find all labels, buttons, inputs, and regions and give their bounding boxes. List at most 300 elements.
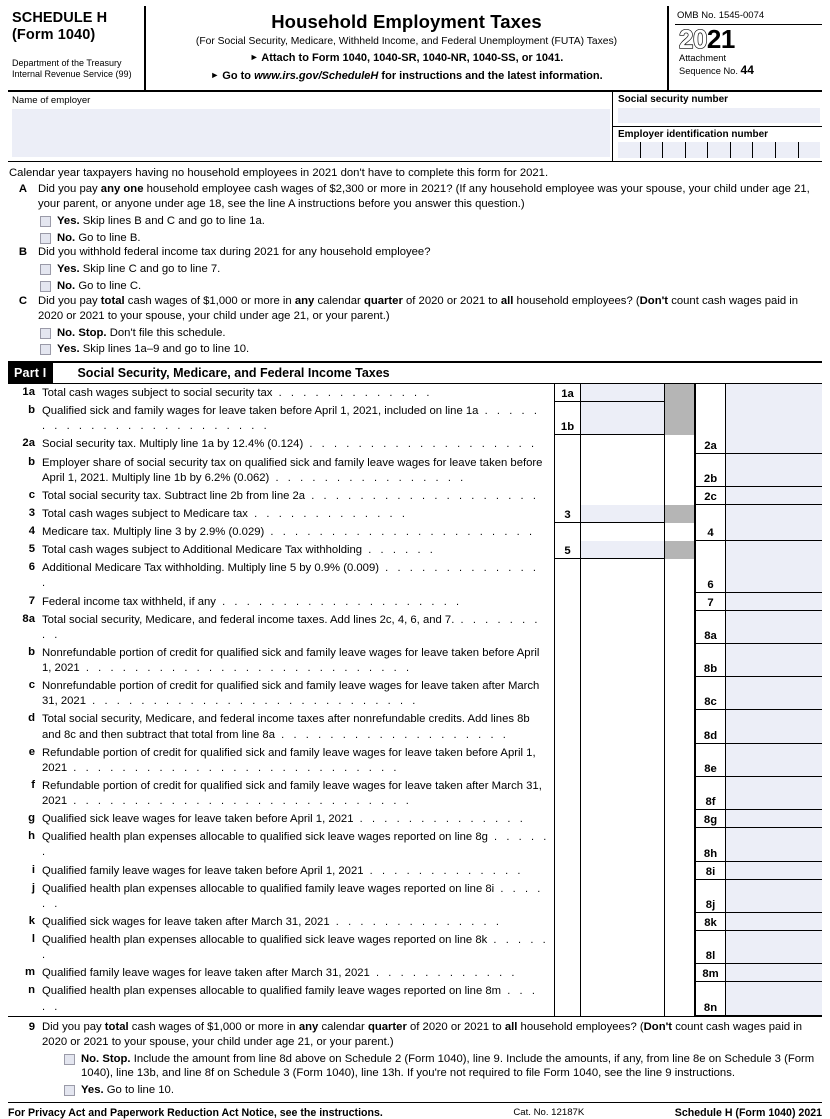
checkbox[interactable] [40,281,51,292]
line-number-label: 3 [28,506,35,519]
leader-dots: . . . . . . . . . . . . . . . . . . . . . . . . . . . [67,761,400,774]
amount-cell-input[interactable] [726,828,822,860]
amount-cell-number: 8l [695,931,726,963]
amount-cell-8l[interactable] [695,931,822,964]
goto-suffix: for instructions and the latest information. [378,70,603,82]
shaded-block [664,435,695,453]
form-line-8g [8,810,822,828]
amount-cell-number: 8m [695,964,726,981]
emphasis-text: any [298,1020,319,1033]
choice-label [57,279,141,294]
leader-dots: . . . . . . . . . . . . . . . . . . . . . . . . . . . [85,695,419,708]
ein-digit-cell[interactable] [731,142,754,158]
tax-year [679,26,735,52]
shaded-block [664,523,695,541]
spacer-fill [581,593,664,611]
spacer-number [555,744,581,777]
amount-cell-7[interactable] [695,593,822,611]
question-body [38,182,822,212]
form-line-8a [8,611,822,644]
choice-row[interactable] [8,279,822,294]
amount-cell-input[interactable] [726,710,822,742]
shaded-block [664,384,695,402]
amount-cell-number: 8k [695,913,726,930]
amount-cell-8k[interactable] [695,913,822,931]
line-description [42,744,554,777]
amount-cell-input[interactable] [726,677,822,709]
amount-cell-input[interactable] [726,862,822,879]
body-text: household employee cash wages of $2,300 or more in 2021? (If any household employee was your spouse, your child under age 21, your parent, or anyone under age 18, see the line A instructions before you answer this question.) [38,183,810,211]
choice-keyword: No. [57,280,76,293]
spacer-fill [581,777,664,810]
amount-cell-[interactable] [695,541,822,559]
ein-digit-cell[interactable] [618,142,641,158]
entry-cell-number: 1b [555,402,581,434]
line-number-label: b [28,455,35,468]
line-description-text: Nonrefundable portion of credit for qualified sick and family leave wages for leave taken after March 31, 2021 [42,680,540,708]
choice-description: Go to line B. [75,231,141,244]
amount-cell-number [695,505,726,523]
question-body [38,245,822,260]
leader-dots: . . . . . . . . . . . . . . [42,562,540,590]
amount-cell-input[interactable] [726,402,822,435]
goto-prefix: Go to [222,70,255,82]
amount-cell-input[interactable] [726,744,822,776]
emphasis-text: total [100,294,125,307]
line-description-text: Nonrefundable portion of credit for qualified sick and family leave wages for leave taken before April 1, 2021 [42,646,540,675]
body-text: of 2020 or 2021 to [406,1020,505,1033]
line-number-label: j [31,881,35,894]
amount-cell-8i[interactable] [695,862,822,880]
ein-digit-cell[interactable] [753,142,776,158]
line-description [42,810,554,828]
spacer-number [555,644,581,677]
line-number-label: e [28,745,35,758]
amount-cell-[interactable] [695,384,822,402]
line-description [42,487,554,505]
line-description-text: Total cash wages subject to Medicare tax [42,507,248,520]
leader-dots: . . . . . [42,985,539,1013]
amount-cell-input[interactable] [726,541,822,559]
ssn-field[interactable] [613,92,822,127]
form-line-8k [8,913,822,931]
choice-row[interactable] [8,326,822,341]
checkbox[interactable] [64,1085,75,1096]
entry-cell-spacer [554,982,664,1015]
line-description-text: Qualified sick leave wages for leave taken before April 1, 2021 [42,813,354,826]
form-line-8l [8,931,822,964]
entry-cell-spacer [554,828,664,861]
line-description-text: Additional Medicare Tax withholding. Multiply line 5 by 0.9% (0.009) [42,562,379,575]
line-number-label: c [28,679,35,692]
choice-row[interactable] [8,214,822,229]
spacer-fill [581,677,664,710]
spacer-number [555,880,581,913]
spacer-number [555,559,581,592]
entry-cell-spacer [554,593,664,611]
amount-cell-8g[interactable] [695,810,822,828]
calendar-year-note: Calendar year taxpayers having no household employees in 2021 don't have to complete this form for 2021. [9,167,549,179]
form-line-8e [8,744,822,777]
emphasis-text: any [294,294,315,307]
shaded-block [664,541,695,559]
line-number-label: b [28,404,35,417]
amount-cell-6[interactable] [695,559,822,592]
choice-row[interactable] [8,262,822,277]
ssn-input[interactable] [618,108,820,123]
leader-dots: . . . . . . . . . . . . . . . . . . . . . . . . . . . [79,662,413,675]
amount-cell-number: 8g [695,810,726,827]
entry-cell-5[interactable] [554,541,664,559]
body-text: of 2020 or 2021 to [402,294,501,307]
form-line-2c [8,487,822,505]
ein-digit-cell[interactable] [663,142,686,158]
amount-cell-input[interactable] [726,964,822,981]
ein-digit-cell[interactable] [641,142,664,158]
body-text: Did you pay [38,294,101,307]
amount-cell-number: 8f [695,777,726,809]
amount-cell-input[interactable] [726,931,822,963]
form-line-6 [8,559,822,592]
entry-cell-1a[interactable] [554,384,664,402]
question-letter: A [18,183,28,195]
shaded-block [664,402,695,435]
checkbox[interactable] [40,216,51,227]
department-line2: Internal Revenue Service (99) [12,68,132,79]
part1-lines-table [8,384,822,1017]
amount-cell-8j[interactable] [695,880,822,913]
form-line-8b [8,644,822,677]
line-description [42,931,554,964]
entry-cell-spacer [554,880,664,913]
line-description [42,384,554,402]
amount-cell-[interactable] [695,505,822,523]
right-arrow-icon: ► [249,52,259,62]
line-description-text: Federal income tax withheld, if any [42,595,216,608]
form-line-5 [8,541,822,559]
body-text: cash wages of $1,000 or more in [128,1020,299,1033]
amount-cell-number: 7 [695,593,726,610]
amount-cell-input[interactable] [726,913,822,930]
emphasis-text: total [104,1020,129,1033]
emphasis-text: all [504,1020,518,1033]
leader-dots: . . . . . . . . . . . . . . . . . . . [303,438,538,451]
amount-cell-input[interactable] [726,559,822,591]
entry-cell-spacer [554,644,664,677]
body-text: count cash wages paid in 2020 or 2021 to your spouse, your child under age 21, or your parent.) [38,294,799,322]
entry-cell-spacer [554,810,664,828]
choice-keyword: Yes. [57,263,80,276]
line-description-text: Medicare tax. Multiply line 3 by 2.9% (0.029) [42,526,265,539]
line-description [42,523,554,541]
question-letter: B [18,246,28,259]
shaded-block [664,744,695,777]
spacer-number [555,931,581,964]
entry-cell-input[interactable] [581,505,664,522]
line-description [42,677,554,710]
form-line-8h [8,828,822,861]
schedule-title-line2: (Form 1040) [12,26,96,43]
line-description [42,913,554,931]
choice-keyword: Yes. [57,343,80,356]
header-omb-block [669,6,822,90]
form-footer [8,1102,822,1119]
amount-cell-input[interactable] [726,593,822,610]
goto-instruction [146,70,667,82]
leader-dots: . . . . . . . . . . . . . [272,387,433,400]
spacer-fill [581,644,664,677]
spacer-fill [581,862,664,880]
choice-description: Skip lines B and C and go to line 1a. [79,215,265,228]
line-description [42,862,554,880]
spacer-number [555,523,581,541]
choice-description: Skip line C and go to line 7. [79,263,221,276]
shaded-block [664,810,695,828]
line-description [42,593,554,611]
amount-cell-input[interactable] [726,435,822,452]
question-9-text-row [8,1020,822,1050]
choice-keyword: No. [57,231,76,244]
identity-row [8,92,822,162]
tax-year-prefix: 20 [679,24,707,54]
amount-cell-input[interactable] [726,982,822,1014]
leader-dots: . . . . . . . . . . . . . . . . . . . . . . . . . . . . [67,795,412,808]
entry-cell-spacer [554,677,664,710]
entry-cell-spacer [554,559,664,592]
amount-cell-8d[interactable] [695,710,822,743]
spacer-fill [581,523,664,541]
shaded-block [664,828,695,861]
department-block [12,58,140,79]
leader-dots: . . . . . . . . . [42,613,541,641]
part1-title: Social Security, Medicare, and Federal Income Taxes [77,366,390,381]
entry-cell-input[interactable] [581,384,664,401]
form-line-2b [8,454,822,487]
amount-cell-input[interactable] [726,505,822,523]
amount-cell-4[interactable] [695,523,822,541]
choice-row[interactable] [8,342,822,357]
form-footer-id: Schedule H (Form 1040) 2021 [674,1106,822,1119]
question-9-number: 9 [28,1020,35,1033]
line-number-label: 2a [22,437,35,450]
attachment-sequence [679,53,754,77]
ein-label: Employer identification number [618,128,769,140]
choice-keyword: Yes. [81,1084,104,1097]
amount-cell-8c[interactable] [695,677,822,710]
entry-cell-3[interactable] [554,505,664,523]
line-number-label: b [28,645,35,658]
amount-cell-8e[interactable] [695,744,822,777]
amount-cell-8f[interactable] [695,777,822,810]
checkbox[interactable] [40,233,51,244]
ein-digit-cell[interactable] [708,142,731,158]
spacer-fill [581,710,664,743]
leader-dots: . . . . . . . . . . . . . . . . . . . [275,728,509,741]
entry-cell-spacer [554,964,664,982]
line-description-text: Refundable portion of credit for qualified sick and family leave wages for leave taken after March 31, 2021 [42,779,542,808]
form-line-7 [8,593,822,611]
line-description [42,828,554,861]
line-description-text: Qualified family leave wages for leave taken after March 31, 2021 [42,967,370,980]
ein-field[interactable] [613,127,822,162]
spacer-fill [581,487,664,505]
choice-row[interactable] [8,231,822,246]
choice-description: Include the amount from line 8d above on Schedule 2 (Form 1040), line 9. Include the amounts, if any, from line 8e on Schedule 3 (Form 1040), line 13b, and line 8f on Schedule 3 (Form 1040), line 13h. If you're not required to file Form 1040, see the line 9 instructions. [81,1052,815,1080]
line-number-label: c [28,488,35,501]
form-main-title: Household Employment Taxes [271,11,542,32]
choice-description: Skip lines 1a–9 and go to line 10. [79,343,250,356]
catalog-number: Cat. No. 12187K [513,1107,585,1119]
line-number-label: f [31,778,35,791]
form-line-8n [8,982,822,1015]
questions-abc [8,182,822,357]
emphasis-text: quarter [367,1020,407,1033]
line-description-text: Qualified sick and family wages for leave taken before April 1, 2021, included on line 1a [42,405,479,418]
entry-cell-input[interactable] [581,402,664,434]
amount-cell-number: 8h [695,828,726,860]
shaded-block [664,487,695,505]
privacy-act-notice: For Privacy Act and Paperwork Reduction Act Notice, see the instructions. [8,1106,383,1119]
header-title-block [146,6,669,90]
checkbox[interactable] [40,328,51,339]
choice-description: Don't file this schedule. [106,326,226,339]
spacer-fill [581,913,664,931]
line-description [42,402,554,435]
line-description [42,777,554,810]
body-text: calendar [318,1020,368,1033]
line-description-text: Total social security, Medicare, and federal income taxes after nonrefundable credits. Add lines 8b and 8c and then subtract that total from line 8a [42,713,530,741]
spacer-fill [581,744,664,777]
line-number-label: m [24,966,35,979]
line-description-text: Qualified sick wages for leave taken after March 31, 2021 [42,915,330,928]
employer-name-input[interactable] [12,109,610,157]
amount-cell-input[interactable] [726,523,822,540]
omb-number: OMB No. 1545-0074 [675,6,822,25]
amount-cell-input[interactable] [726,777,822,809]
amount-cell-8a[interactable] [695,611,822,644]
amount-cell-input[interactable] [726,454,822,486]
form-line-2a [8,435,822,453]
line-description [42,982,554,1015]
entry-cell-spacer [554,710,664,743]
line-description-text: Refundable portion of credit for qualified sick and family leave wages for leave taken before April 1, 2021 [42,746,536,774]
entry-cell-1b[interactable] [554,402,664,435]
line-number-label: i [31,863,35,876]
entry-cell-spacer [554,523,664,541]
entry-cell-spacer [554,487,664,505]
schedule-title-line1: SCHEDULE H [12,10,108,26]
amount-cell-8n[interactable] [695,982,822,1015]
line-description [42,710,554,743]
form-line-3 [8,505,822,523]
attachment-label-line1: Attachment [679,53,727,63]
form-line-8i [8,862,822,880]
ein-digit-cell[interactable] [686,142,709,158]
amount-cell-number: 2b [695,454,726,486]
amount-cell-2b[interactable] [695,454,822,487]
form-sub-title: (For Social Security, Medicare, Withheld Income, and Federal Unemployment (FUTA) Taxes) [195,36,618,47]
ein-digit-cell[interactable] [776,142,799,158]
checkbox[interactable] [40,344,51,355]
form-header [8,6,822,92]
checkbox[interactable] [40,264,51,275]
amount-cell-number: 8i [695,862,726,879]
entry-cell-spacer [554,777,664,810]
spacer-fill [581,435,664,453]
ein-digit-cell[interactable] [799,142,821,158]
line-description-text: Total cash wages subject to social security tax [42,387,273,400]
choice-label [57,326,226,341]
form-line-1b [8,402,822,435]
spacer-fill [581,828,664,861]
amount-cell-number: 2c [695,487,726,504]
amount-cell-input[interactable] [726,810,822,827]
attach-instruction-text: Attach to Form 1040, 1040-SR, 1040-NR, 1040-SS, or 1041. [261,52,564,64]
leader-dots: . . . . . . [362,544,436,557]
amount-cell-input[interactable] [726,644,822,676]
spacer-fill [581,982,664,1015]
shaded-block [664,593,695,611]
amount-cell-2a[interactable] [695,435,822,453]
amount-cell-[interactable] [695,402,822,435]
ein-input-grid[interactable] [618,142,820,158]
employer-name-field[interactable] [8,92,613,161]
spacer-number [555,435,581,453]
leader-dots: . . . . . . . . . . . . . . [353,813,526,826]
amount-cell-8b[interactable] [695,644,822,677]
line-description-text: Social security tax. Multiply line 1a by 12.4% (0.124) [42,438,304,451]
shaded-block [664,777,695,810]
line-number-label: k [28,914,35,927]
spacer-fill [581,810,664,828]
line-description [42,611,554,644]
spacer-number [555,611,581,644]
line-description-text: Qualified health plan expenses allocable to qualified sick leave wages reported on line 8g [42,831,488,844]
choice-row[interactable] [8,1083,822,1098]
right-arrow-icon-2: ► [210,70,220,80]
checkbox[interactable] [64,1054,75,1065]
part1-tag: Part I [8,363,53,383]
attach-instruction [146,52,667,64]
amount-cell-number: 8a [695,611,726,643]
irs-url-link[interactable]: www.irs.gov/ScheduleH [254,70,379,82]
shaded-block [664,913,695,931]
amount-cell-number [695,384,726,402]
amount-cell-input[interactable] [726,611,822,643]
line-number-label: n [28,984,35,997]
choice-label [57,342,249,357]
spacer-number [555,862,581,880]
amount-cell-8m[interactable] [695,964,822,982]
spacer-number [555,810,581,828]
entry-cell-input[interactable] [581,541,664,558]
amount-cell-number: 8d [695,710,726,742]
line-description-text: Qualified health plan expenses allocable to qualified sick leave wages reported on line 8k [42,934,488,947]
emphasis-text: Don't [643,1020,673,1033]
amount-cell-input[interactable] [726,384,822,402]
amount-cell-8h[interactable] [695,828,822,861]
leader-dots: . . . . . . . . . . . . [369,967,518,980]
body-text: Did you pay [38,183,101,195]
amount-cell-number: 8c [695,677,726,709]
amount-cell-number: 4 [695,523,726,540]
amount-cell-2c[interactable] [695,487,822,505]
amount-cell-input[interactable] [726,880,822,912]
shaded-block [664,964,695,982]
entry-cell-number: 5 [555,541,581,558]
amount-cell-input[interactable] [726,487,822,504]
entry-cell-spacer [554,454,664,487]
